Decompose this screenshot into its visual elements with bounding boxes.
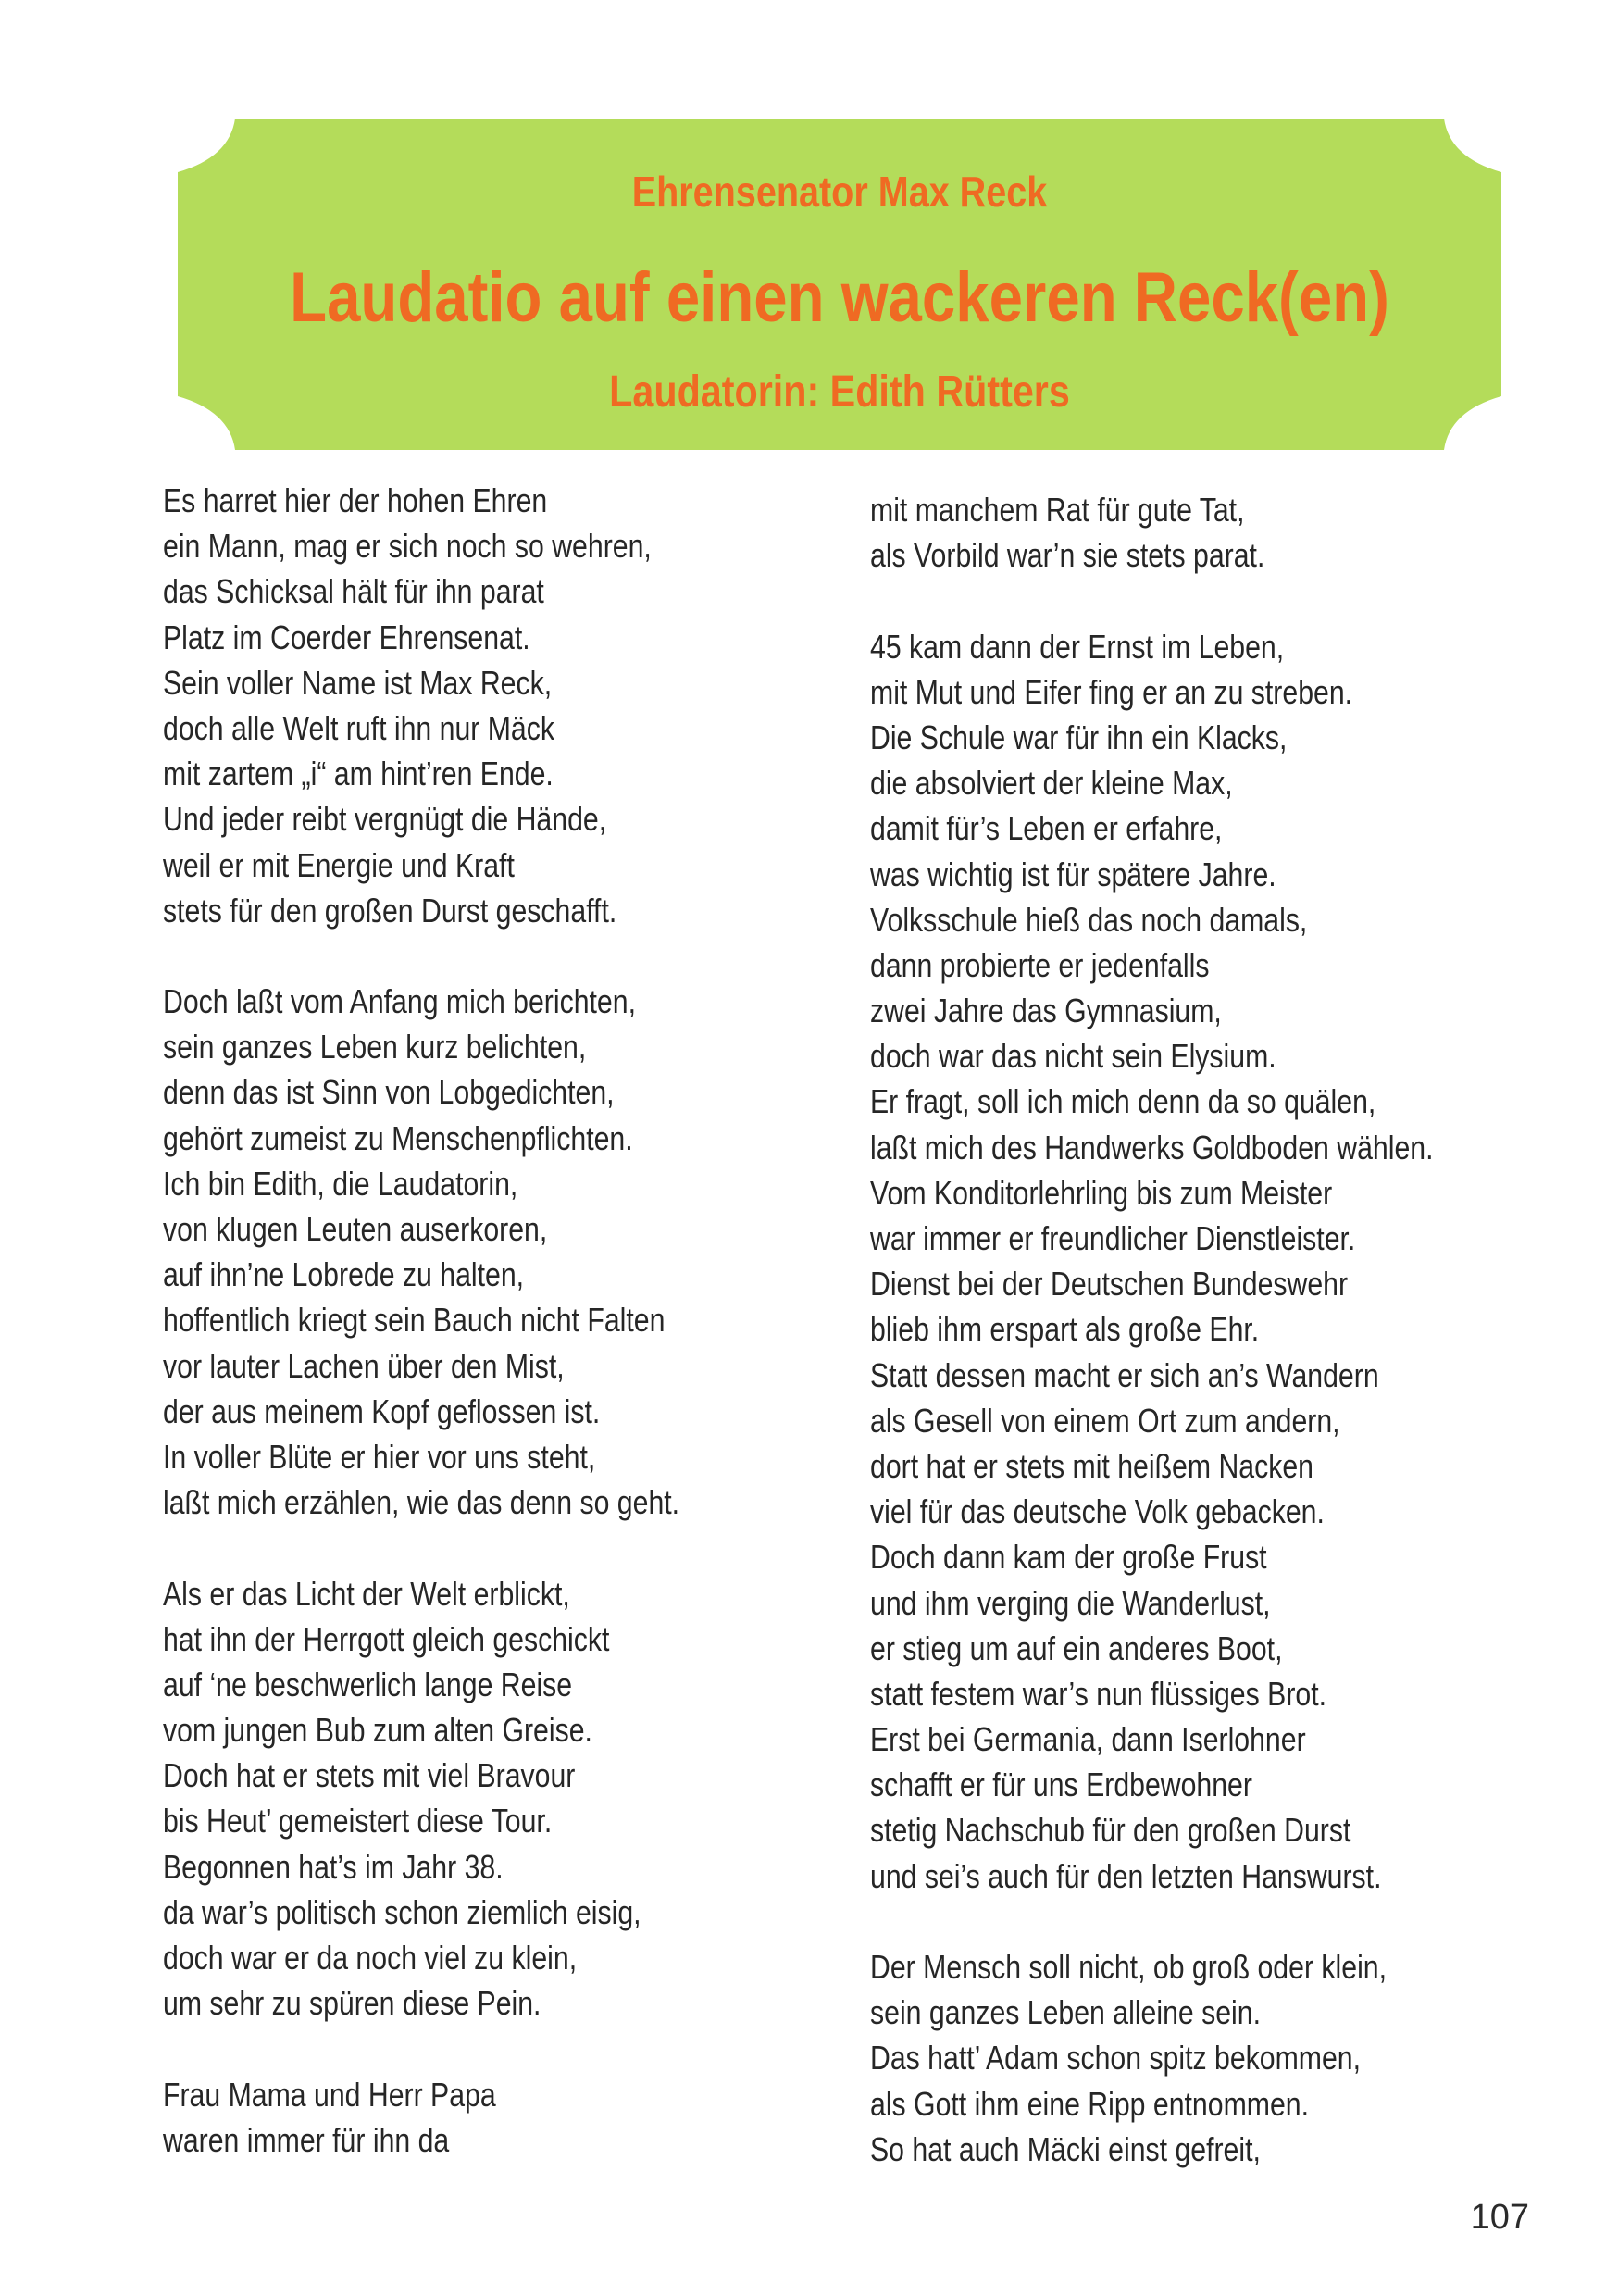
poem-right-column: [870, 487, 1586, 2172]
poem-line: 45 kam dann der Ernst im Leben,: [870, 627, 1285, 666]
poem-line: stetig Nachschub für den großen Durst: [870, 1811, 1351, 1850]
title-banner: [178, 119, 1501, 450]
poem-line: schafft er für uns Erdbewohner: [870, 1766, 1252, 1804]
poem-line: als Gott ihm eine Ripp entnommen.: [870, 2084, 1309, 2123]
stanza-gap: [870, 578, 1586, 623]
poem-line: Und jeder reibt vergnügt die Hände,: [163, 800, 607, 839]
poem-line: Er fragt, soll ich mich denn da so quälen,: [870, 1082, 1376, 1121]
poem-line: viel für das deutsche Volk gebacken.: [870, 1492, 1325, 1531]
poem-line: mit manchem Rat für gute Tat,: [870, 491, 1245, 529]
poem-line: da war’s politisch schon ziemlich eisig,: [163, 1892, 641, 1931]
poem-left-column: [163, 478, 801, 2163]
page-number: 107: [1470, 2198, 1529, 2237]
poem-line: Volksschule hieß das noch damals,: [870, 900, 1308, 939]
poem-line: statt festem war’s nun flüssiges Brot.: [870, 1674, 1327, 1713]
poem-line: Vom Konditorlehrling bis zum Meister: [870, 1173, 1333, 1212]
poem-line: als Vorbild war’n sie stets parat.: [870, 536, 1265, 575]
poem-line: Doch laßt vom Anfang mich berichten,: [163, 982, 636, 1021]
poem-line: damit für’s Leben er erfahre,: [870, 809, 1223, 848]
stanza-gap: [870, 1899, 1586, 1944]
poem-line: und sei’s auch für den letzten Hanswurst.: [870, 1856, 1382, 1895]
poem-line: Statt dessen macht er sich an’s Wandern: [870, 1355, 1379, 1394]
poem-line: Sein voller Name ist Max Reck,: [163, 663, 553, 702]
poem-line: zwei Jahre das Gymnasium,: [870, 992, 1222, 1030]
poem-line: das Schicksal hält für ihn parat: [163, 572, 544, 611]
page-title: Laudatio auf einen wackeren Reck(en): [290, 258, 1389, 337]
poem-line: vor lauter Lachen über den Mist,: [163, 1346, 565, 1385]
poem-line: hat ihn der Herrgott gleich geschickt: [163, 1619, 610, 1658]
poem-line: was wichtig ist für spätere Jahre.: [870, 855, 1276, 893]
supertitle: Ehrensenator Max Reck: [631, 168, 1048, 216]
poem-line: Doch dann kam der große Frust: [870, 1538, 1267, 1577]
poem-line: dann probierte er jedenfalls: [870, 945, 1210, 984]
poem-line: dort hat er stets mit heißem Nacken: [870, 1446, 1313, 1485]
poem-line: sein ganzes Leben kurz belichten,: [163, 1028, 587, 1067]
poem-line: um sehr zu spüren diese Pein.: [163, 1984, 541, 2023]
poem-line: stets für den großen Durst geschafft.: [163, 891, 617, 930]
poem-line: er stieg um auf ein anderes Boot,: [870, 1628, 1283, 1667]
poem-line: Der Mensch soll nicht, ob groß oder klein,: [870, 1948, 1388, 1986]
poem-line: als Gesell von einem Ort zum andern,: [870, 1401, 1340, 1440]
stanza-gap: [163, 1525, 801, 1570]
poem-line: Platz im Coerder Ehrensenat.: [163, 618, 530, 656]
poem-line: denn das ist Sinn von Lobgedichten,: [163, 1073, 615, 1112]
poem-line: In voller Blüte er hier vor uns steht,: [163, 1437, 596, 1476]
poem-line: doch war das nicht sein Elysium.: [870, 1037, 1276, 1076]
poem-line: mit Mut und Eifer fing er an zu streben.: [870, 672, 1353, 711]
poem-line: der aus meinem Kopf geflossen ist.: [163, 1391, 601, 1430]
poem-line: laßt mich des Handwerks Goldboden wählen.: [870, 1128, 1434, 1167]
poem-line: auf ‘ne beschwerlich lange Reise: [163, 1665, 573, 1703]
poem-line: laßt mich erzählen, wie das denn so geht.: [163, 1483, 680, 1522]
poem-line: blieb ihm erspart als große Ehr.: [870, 1310, 1260, 1349]
poem-line: Das hatt’ Adam schon spitz bekommen,: [870, 2039, 1362, 2078]
poem-line: vom jungen Bub zum alten Greise.: [163, 1711, 592, 1750]
poem-line: die absolviert der kleine Max,: [870, 764, 1233, 803]
poem-line: ein Mann, mag er sich noch so wehren,: [163, 527, 652, 566]
poem-line: So hat auch Mäcki einst gefreit,: [870, 2129, 1261, 2168]
poem-line: sein ganzes Leben alleine sein.: [870, 1993, 1261, 2032]
poem-line: hoffentlich kriegt sein Bauch nicht Falten: [163, 1301, 666, 1340]
poem-line: Erst bei Germania, dann Iserlohner: [870, 1720, 1306, 1759]
poem-line: und ihm verging die Wanderlust,: [870, 1583, 1271, 1622]
poem-line: bis Heut’ gemeistert diese Tour.: [163, 1802, 553, 1841]
poem-line: von klugen Leuten auserkoren,: [163, 1210, 548, 1248]
poem-line: doch alle Welt ruft ihn nur Mäck: [163, 708, 554, 747]
poem-line: Doch hat er stets mit viel Bravour: [163, 1756, 576, 1795]
poem-line: Frau Mama und Herr Papa: [163, 2075, 496, 2114]
poem-line: weil er mit Energie und Kraft: [163, 845, 515, 884]
poem-line: Es harret hier der hohen Ehren: [163, 481, 548, 519]
author-line: Laudatorin: Edith Rütters: [609, 368, 1070, 417]
banner-text: [178, 119, 1501, 450]
poem-line: gehört zumeist zu Menschenpflichten.: [163, 1118, 633, 1157]
stanza-gap: [163, 933, 801, 979]
poem-line: Ich bin Edith, die Laudatorin,: [163, 1164, 518, 1203]
poem-line: auf ihn’ne Lobrede zu halten,: [163, 1255, 525, 1294]
poem-line: war immer er freundlicher Dienstleister.: [870, 1219, 1356, 1257]
stanza-gap: [163, 2026, 801, 2071]
poem-line: Als er das Licht der Welt erblickt,: [163, 1574, 570, 1613]
poem-line: Begonnen hat’s im Jahr 38.: [163, 1847, 504, 1886]
poem-line: mit zartem „i“ am hint’ren Ende.: [163, 755, 554, 793]
poem-line: doch war er da noch viel zu klein,: [163, 1939, 578, 1977]
poem-line: Dienst bei der Deutschen Bundeswehr: [870, 1265, 1349, 1304]
poem-line: Die Schule war für ihn ein Klacks,: [870, 718, 1288, 756]
poem-line: waren immer für ihn da: [163, 2120, 450, 2159]
